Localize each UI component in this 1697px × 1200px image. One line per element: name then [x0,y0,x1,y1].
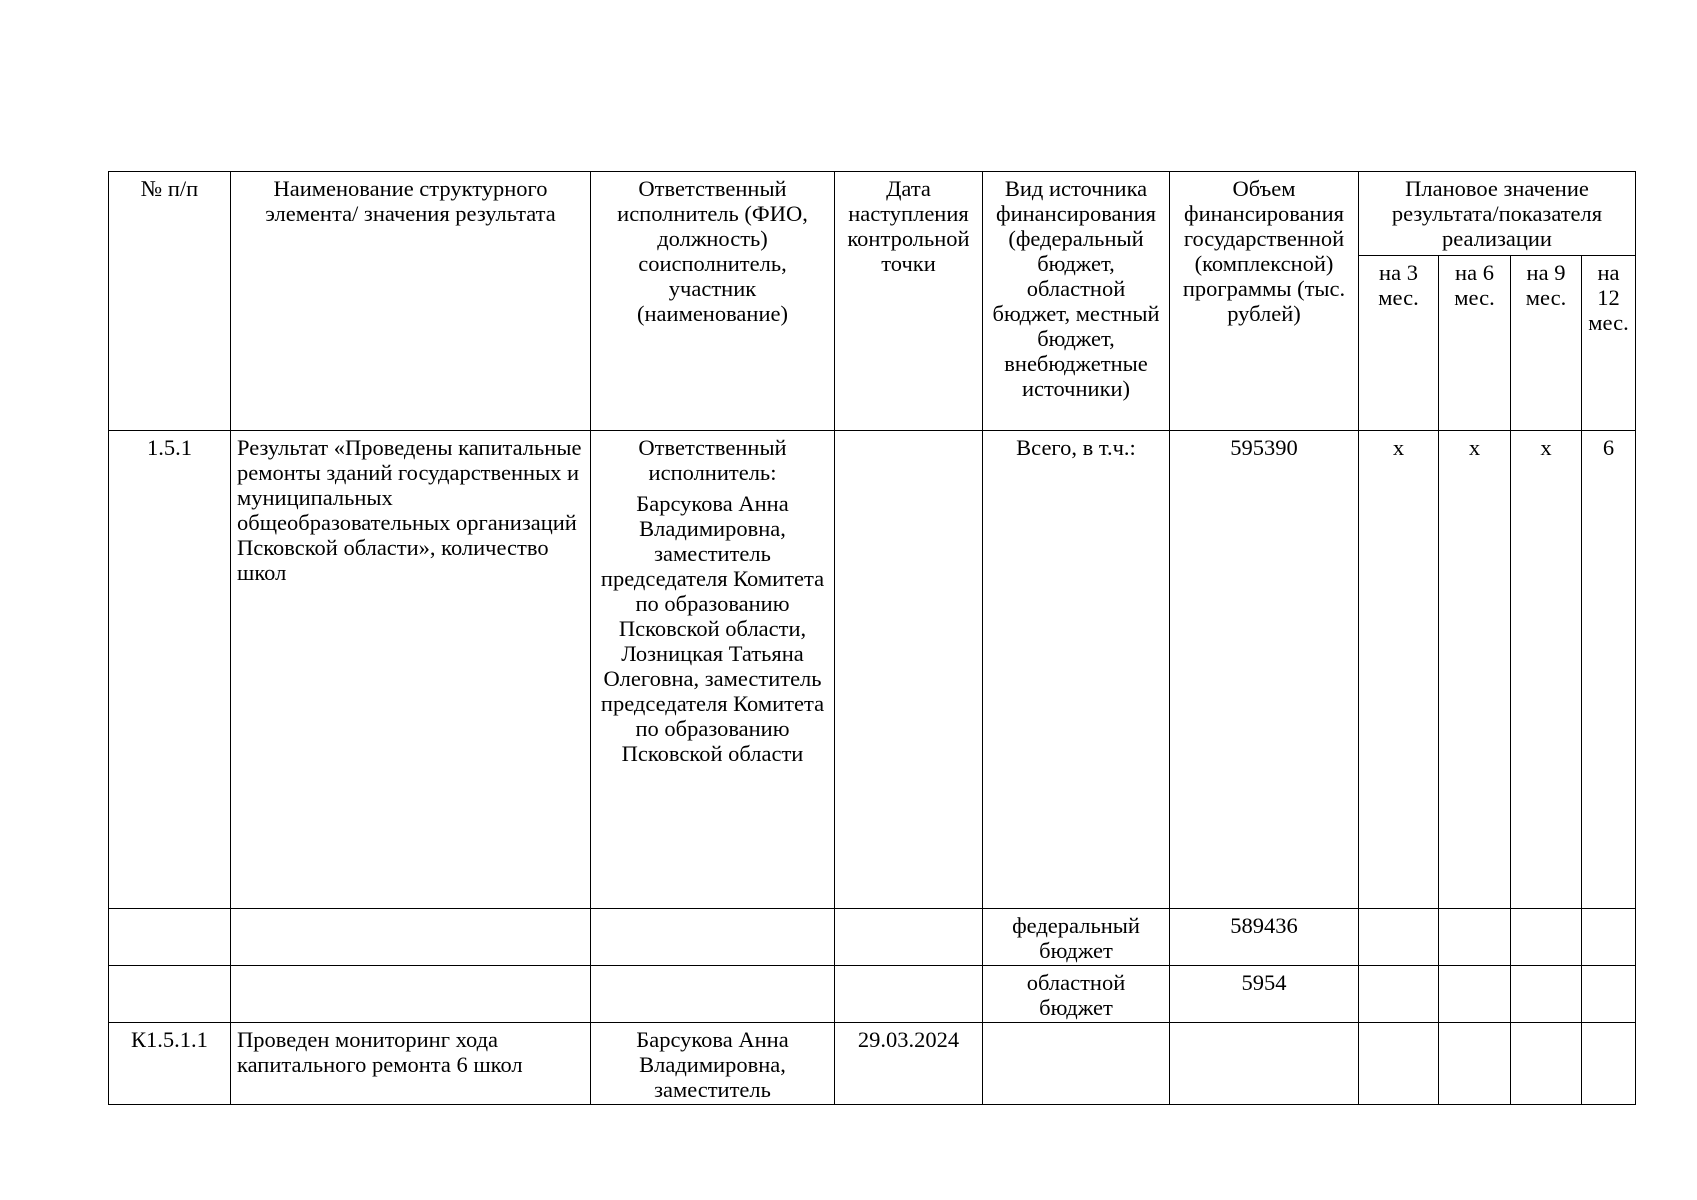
table-row [109,966,1636,1023]
row1-source: Всего, в т.ч.: [983,431,1170,909]
row1-volume: 595390 [1170,431,1359,909]
row1-name: Результат «Проведены капитальные ремонты зданий государственных и муниципальных общеобразовательных организаций Псковской области», количество школ [231,431,591,909]
header-plan-group: Плановое значение результата/показателя реализации [1359,172,1636,256]
row3-volume: 5954 [1170,966,1359,1023]
table-row [109,1023,1636,1105]
row3-source: областной бюджет [983,966,1170,1023]
table-row [109,909,1636,966]
row2-source: федеральный бюджет [983,909,1170,966]
header-m6: на 6 мес. [1439,256,1511,431]
header-date: Дата наступления контрольной точки [835,172,983,431]
row2-volume: 589436 [1170,909,1359,966]
header-m12: на 12 мес. [1582,256,1636,431]
header-volume: Объем финансирования государственной (комплексной) программы (тыс. рублей) [1170,172,1359,431]
header-num: № п/п [109,172,231,431]
row1-m9: х [1511,431,1582,909]
row1-resp-title: Ответственный исполнитель: [638,435,787,485]
header-name: Наименование структурного элемента/ значения результата [231,172,591,431]
row1-date [835,431,983,909]
header-m3: на 3 мес. [1359,256,1439,431]
header-m9: на 9 мес. [1511,256,1582,431]
row4-name: Проведен мониторинг хода капитального ремонта 6 школ [231,1023,591,1105]
header-responsible: Ответственный исполнитель (ФИО, должность) соисполнитель, участник (наименование) [591,172,835,431]
header-row-1 [109,172,1636,256]
row1-m3: х [1359,431,1439,909]
row4-num: К1.5.1.1 [109,1023,231,1105]
header-source: Вид источника финансирования (федеральный бюджет, областной бюджет, местный бюджет, внебюджетные источники) [983,172,1170,431]
table-row [109,431,1636,909]
row1-m12: 6 [1582,431,1636,909]
row1-responsible [591,431,835,909]
row1-m6: х [1439,431,1511,909]
plan-table [108,171,1636,1105]
row4-responsible: Барсукова Анна Владимировна, заместитель [591,1023,835,1105]
row1-resp-body: Барсукова Анна Владимировна, заместитель председателя Комитета по образованию Псковской области, Лозницкая Татьяна Олеговна, заместитель председателя Комитета по образованию Псковской области [600,491,825,766]
row1-num: 1.5.1 [109,431,231,909]
row4-date: 29.03.2024 [835,1023,983,1105]
